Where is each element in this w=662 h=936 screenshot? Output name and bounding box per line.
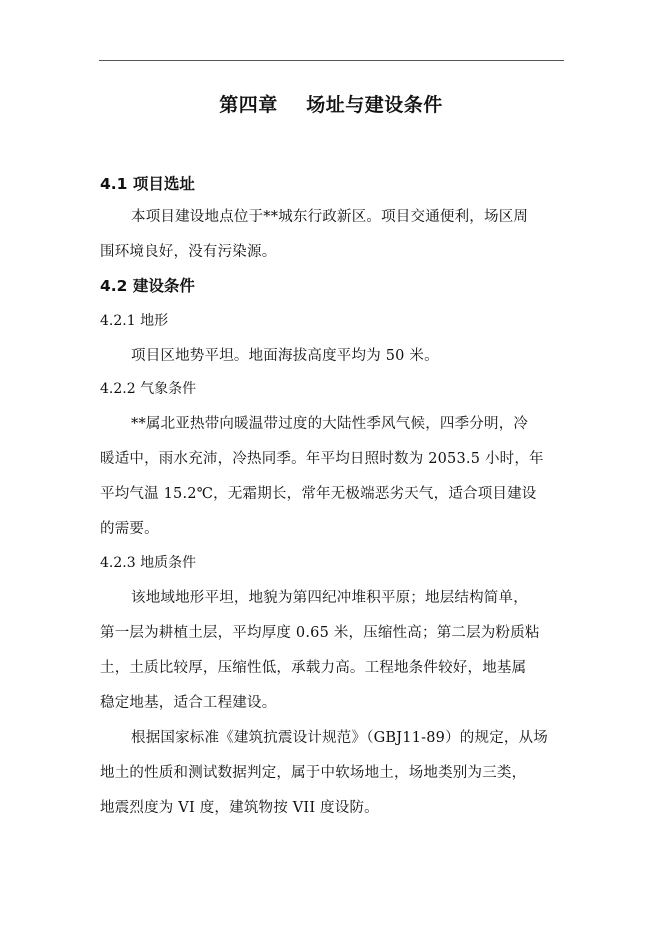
paragraph-line: **属北亚热带向暖温带过度的大陆性季风气候，四季分明，冷 — [131, 416, 529, 432]
paragraph-line: 本项目建设地点位于**城东行政新区。项目交通便利，场区周 — [131, 209, 529, 225]
header-rule — [99, 60, 564, 61]
section-heading-4-1: 4.1 项目选址 — [100, 175, 195, 193]
paragraph-line: 该地域地形平坦，地貌为第四纪冲堆积平原；地层结构简单， — [131, 590, 528, 606]
paragraph-line: 地土的性质和测试数据判定，属于中软场地土，场地类别为三类， — [100, 765, 527, 781]
paragraph-line: 地震烈度为 VI 度，建筑物按 VII 度设防。 — [100, 800, 379, 816]
subsection-heading-4-2-2: 4.2.2 气象条件 — [100, 381, 197, 397]
subsection-heading-4-2-3: 4.2.3 地质条件 — [100, 555, 197, 571]
paragraph-line: 土，土质比较厚，压缩性低，承载力高。工程地条件较好，地基属 — [100, 660, 527, 676]
paragraph-line: 稳定地基，适合工程建设。 — [100, 695, 277, 711]
paragraph-line: 围环境良好，没有污染源。 — [100, 244, 277, 260]
subsection-heading-4-2-1: 4.2.1 地形 — [100, 313, 169, 329]
paragraph-line: 项目区地势平坦。地面海拔高度平均为 50 米。 — [131, 348, 439, 364]
section-heading-4-2: 4.2 建设条件 — [100, 277, 195, 295]
paragraph-line: 根据国家标准《建筑抗震设计规范》（GBJ11-89）的规定，从场 — [131, 730, 548, 746]
paragraph-line: 平均气温 15.2℃，无霜期长，常年无极端恶劣天气，适合项目建设 — [100, 486, 537, 502]
paragraph-line: 暖适中，雨水充沛，冷热同季。年平均日照时数为 2053.5 小时，年 — [100, 451, 544, 467]
paragraph-line: 第一层为耕植土层，平均厚度 0.65 米，压缩性高；第二层为粉质粘 — [100, 625, 540, 641]
paragraph-line: 的需要。 — [100, 521, 159, 537]
chapter-title: 第四章 场址与建设条件 — [219, 94, 443, 116]
